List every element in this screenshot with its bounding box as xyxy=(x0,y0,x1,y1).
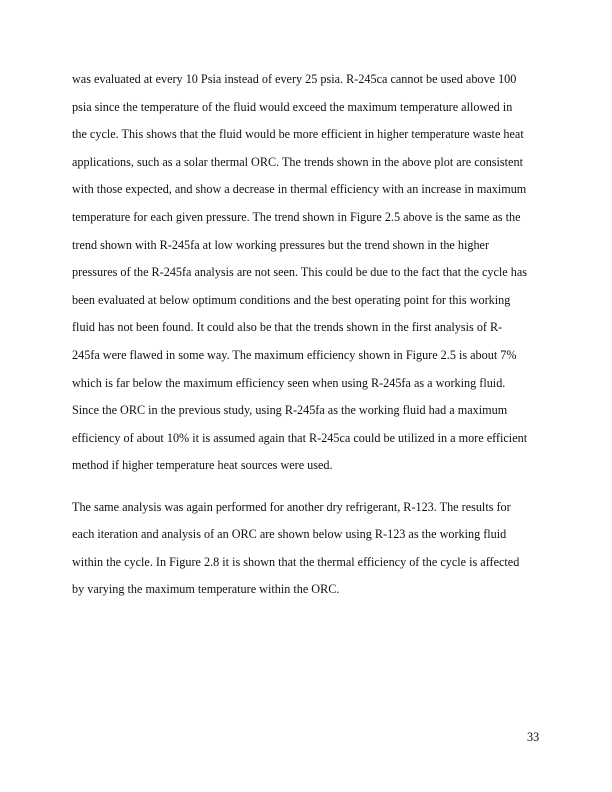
text-line: trend shown with R-245fa at low working pressures but the trend shown in the higher xyxy=(72,237,490,252)
text-line: was evaluated at every 10 Psia instead of every 25 psia. R-245ca cannot be used above 100 xyxy=(72,72,517,86)
text-line: The same analysis was again performed for another dry refrigerant, R-123. The results for xyxy=(72,499,511,514)
text-line: by varying the maximum temperature within the ORC. xyxy=(72,582,340,597)
text-line: method if higher temperature heat sources were used. xyxy=(72,458,333,473)
text-line: temperature for each given pressure. The trend shown in Figure 2.5 above is the same as the xyxy=(72,210,521,224)
text-line: been evaluated at below optimum conditions and the best operating point for this working xyxy=(72,292,511,307)
text-line: with those expected, and show a decrease in thermal efficiency with an increase in maximum xyxy=(72,182,527,197)
text-line: each iteration and analysis of an ORC are shown below using R-123 as the working fluid xyxy=(72,527,507,542)
text-line: within the cycle. In Figure 2.8 it is shown that the thermal efficiency of the cycle is affected xyxy=(72,554,520,569)
text-line: applications, such as a solar thermal ORC. The trends shown in the above plot are consistent xyxy=(72,154,523,169)
page-number: 33 xyxy=(527,730,540,744)
text-line: fluid has not been found. It could also be that the trends shown in the first analysis of R- xyxy=(72,320,503,335)
text-line: psia since the temperature of the fluid would exceed the maximum temperature allowed in xyxy=(72,99,513,114)
text-line: 245fa were flawed in some way. The maximum efficiency shown in Figure 2.5 is about 7% xyxy=(72,348,517,362)
text-line: which is far below the maximum efficiency seen when using R-245fa as a working fluid. xyxy=(72,375,506,390)
text-line: Since the ORC in the previous study, using R-245fa as the working fluid had a maximum xyxy=(72,403,508,418)
text-line: the cycle. This shows that the fluid would be more efficient in higher temperature waste heat xyxy=(72,127,524,142)
text-line: pressures of the R-245fa analysis are not seen. This could be due to the fact that the cycle has xyxy=(72,265,527,280)
text-line: efficiency of about 10% it is assumed again that R-245ca could be utilized in a more efficient xyxy=(72,430,528,445)
